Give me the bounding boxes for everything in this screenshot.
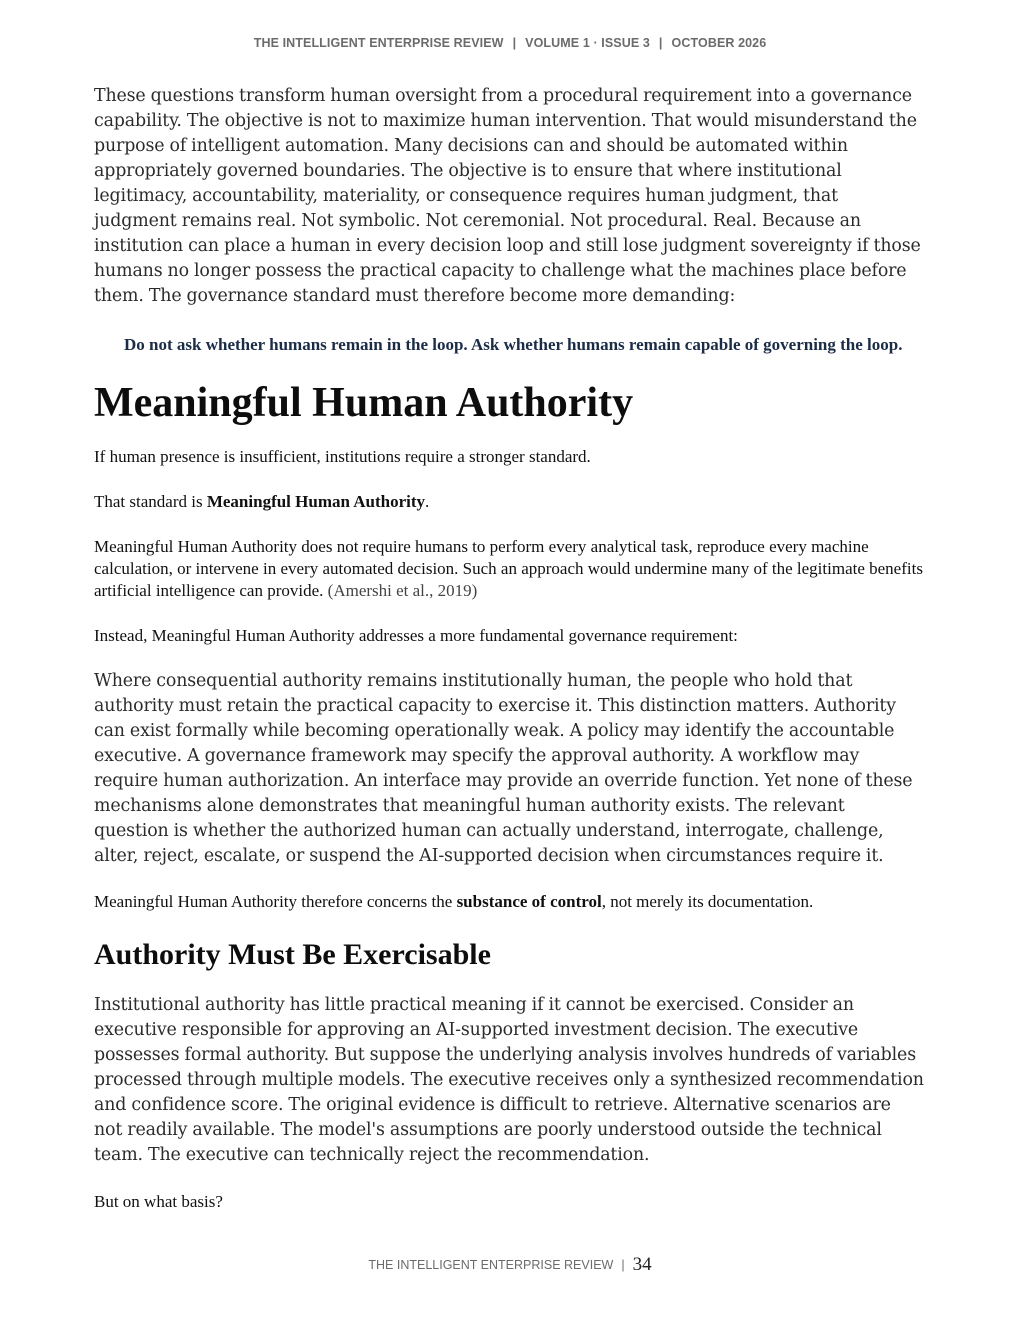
header-date: OCTOBER 2026: [671, 36, 767, 50]
page-number: 34: [632, 1254, 652, 1275]
pull-quote: Do not ask whether humans remain in the loop. Ask whether humans remain capable of governing the loop.: [124, 335, 903, 354]
paragraph-standard-prefix: That standard is: [94, 491, 207, 511]
footer-publication: THE INTELLIGENT ENTERPRISE REVIEW: [368, 1258, 614, 1272]
subsection-title: Authority Must Be Exercisable: [94, 937, 491, 971]
citation: (Amershi et al., 2019): [327, 580, 478, 600]
paragraph-basis: But on what basis?: [94, 1191, 223, 1211]
section-title: Meaningful Human Authority: [94, 379, 634, 426]
paragraph-substance-bold: substance of control: [456, 891, 602, 911]
paragraph-substance-prefix: Meaningful Human Authority therefore concerns the: [94, 891, 457, 911]
paragraph-standard-suffix: .: [425, 491, 430, 511]
paragraph-standard: [94, 491, 924, 513]
paragraph-substance: [94, 891, 924, 913]
header-separator: |: [512, 36, 517, 50]
paragraph-instead: Instead, Meaningful Human Authority addresses a more fundamental governance requirement:: [94, 625, 738, 645]
header-publication: THE INTELLIGENT ENTERPRISE REVIEW: [253, 36, 504, 50]
paragraph-presence: If human presence is insufficient, institutions require a stronger standard.: [94, 446, 591, 466]
running-header: [0, 36, 1020, 50]
paragraph-mha-text: Meaningful Human Authority does not require humans to perform every analytical task, reproduce every machine calculation, or intervene in every automated decision. Such an approach would undermine many of the legitimate benefits artificial intelligence can provide.: [94, 536, 923, 600]
paragraph-mha-definition: [94, 536, 924, 602]
intro-paragraph: These questions transform human oversight from a procedural requirement into a governance capability. The objective is not to maximize human intervention. That would misunderstand the purpose of intelligent automation. Many decisions can and should be automated within appropriately governed boundaries. The objective is to ensure that where institutional legitimacy, accountability, materiality, or consequence requires human judgment, that judgment remains real. Not symbolic. Not ceremonial. Not procedural. Real. Because an institution can place a human in every decision loop and still lose judgment sovereignty if those humans no longer possess the practical capacity to challenge what the machines place before them. The governance standard must therefore become more demanding:: [94, 86, 921, 306]
header-separator: |: [658, 36, 663, 50]
paragraph-standard-bold: Meaningful Human Authority: [206, 491, 426, 511]
page-content: [94, 84, 924, 1213]
paragraph-substance-suffix: , not merely its documentation.: [601, 891, 814, 911]
running-footer: [0, 1254, 1020, 1276]
header-issue: VOLUME 1 · ISSUE 3: [525, 36, 650, 50]
footer-separator: |: [621, 1258, 625, 1272]
paragraph-consequential-authority: Where consequential authority remains institutionally human, the people who hold that authority must retain the practical capacity to exercise it. This distinction matters. Authority can exist formally while becoming operationally weak. A policy may identify the accountable executive. A governance framework may specify the approval authority. A workflow may require human authorization. An interface may provide an override function. Yet none of these mechanisms alone demonstrates that meaningful human authority exists. The relevant question is whether the authorized human can actually understand, interrogate, challenge, alter, reject, escalate, or suspend the AI-supported decision when circumstances require it.: [94, 670, 913, 866]
paragraph-institutional-authority: Institutional authority has little practical meaning if it cannot be exercised. Consider an executive responsible for approving an AI-supported investment decision. The executive possesses formal authority. But suppose the underlying analysis involves hundreds of variables processed through multiple models. The executive receives only a synthesized recommendation and confidence score. The original evidence is difficult to retrieve. Alternative scenarios are not readily available. The model's assumptions are poorly understood outside the technical team. The executive can technically reject the recommendation.: [94, 994, 924, 1165]
